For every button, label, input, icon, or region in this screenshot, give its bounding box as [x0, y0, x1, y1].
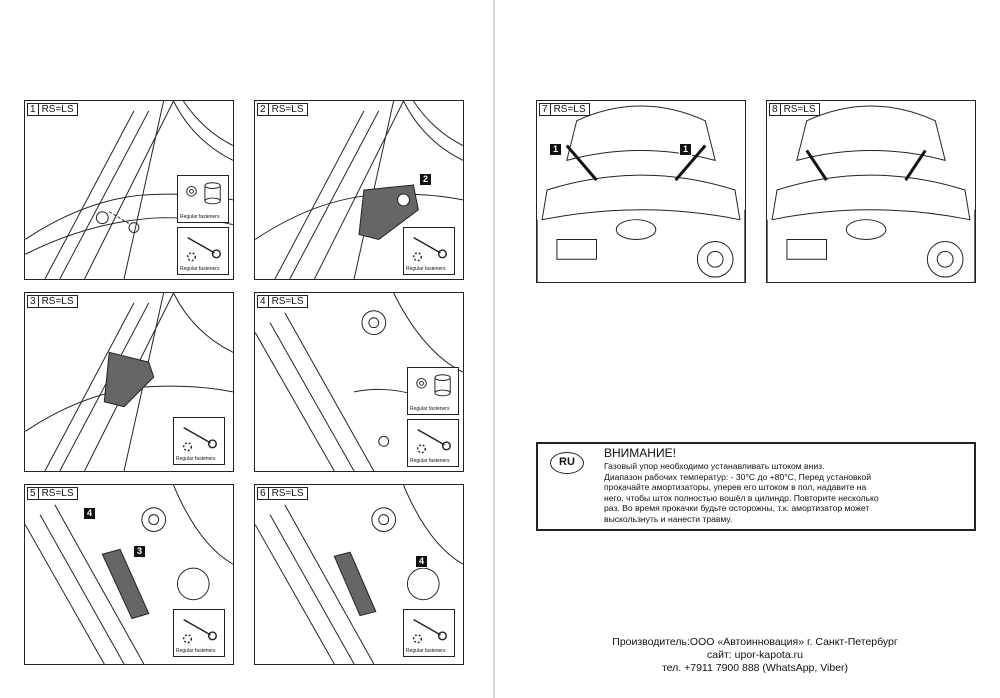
inset-caption: Regular fasteners [176, 648, 216, 654]
step-number: 8 [770, 104, 781, 115]
step-4-panel [254, 292, 464, 472]
step-side-note: RS=LS [41, 296, 74, 307]
inset-caption: Regular fasteners [176, 456, 216, 462]
step-8-label [769, 103, 820, 116]
step-side-note: RS=LS [271, 296, 304, 307]
inset-caption: Regular fasteners [180, 214, 220, 220]
warning-text [604, 461, 974, 524]
tool-inset [173, 609, 225, 657]
warning-line: Газовый упор необходимо устанавливать штоком вниз. [604, 461, 825, 471]
step-7-illustration [537, 101, 745, 282]
step-1-label [27, 103, 78, 116]
tool-inset [173, 417, 225, 465]
warning-line: прокачайте амортизаторы, уперев его штоком в пол, надавите на [604, 482, 867, 492]
part-callout: 4 [83, 507, 96, 520]
step-number: 2 [258, 104, 269, 115]
tool-inset [407, 419, 459, 467]
part-callout: 4 [415, 555, 428, 568]
step-side-note: RS=LS [553, 104, 586, 115]
step-2-panel [254, 100, 464, 280]
tool-inset [403, 227, 455, 275]
manufacturer-footer [560, 636, 950, 675]
fastener-inset [407, 367, 459, 415]
fastener-inset [177, 175, 229, 223]
step-5-panel [24, 484, 234, 665]
part-callout: 1 [549, 143, 562, 156]
inset-caption: Regular fasteners [406, 266, 446, 272]
phone-line: тел. +7911 7900 888 (WhatsApp, Viber) [661, 662, 849, 674]
step-7-label [539, 103, 590, 116]
step-8-panel [766, 100, 976, 283]
warning-line: выскользнуть и нанести травму. [604, 513, 733, 524]
step-5-label [27, 487, 78, 500]
tool-inset [177, 227, 229, 275]
inset-caption: Regular fasteners [410, 406, 450, 412]
step-side-note: RS=LS [783, 104, 816, 115]
step-side-note: RS=LS [41, 104, 74, 115]
step-side-note: RS=LS [271, 104, 304, 115]
inset-caption: Regular fasteners [410, 458, 450, 464]
step-number: 5 [28, 488, 39, 499]
step-2-label [257, 103, 308, 116]
step-8-illustration [767, 101, 975, 282]
step-number: 4 [258, 296, 269, 307]
part-callout: 2 [419, 173, 432, 186]
warning-line: раз. Во время прокачки будьте осторожны, т.к. амортизатор может [604, 503, 870, 513]
step-6-label [257, 487, 308, 500]
step-4-label [257, 295, 308, 308]
step-number: 7 [540, 104, 551, 115]
step-7-panel [536, 100, 746, 283]
warning-line: Диапазон рабочих температур: - 30°C до +80°C, Перед установкой [604, 471, 872, 482]
site-line: сайт: upor-kapota.ru [707, 649, 803, 661]
manufacturer-line: Производитель:ООО «Автоинновация» г. Санкт-Петербург [612, 636, 898, 648]
warning-line: него, чтобы шток полностью вошёл в цилиндр. Повторите несколько [604, 492, 879, 503]
step-number: 3 [28, 296, 39, 307]
inset-caption: Regular fasteners [180, 266, 220, 272]
page-spine [493, 0, 495, 698]
warning-box [536, 442, 976, 531]
step-number: 6 [258, 488, 269, 499]
language-badge: RU [550, 452, 584, 474]
step-3-label [27, 295, 78, 308]
step-3-panel [24, 292, 234, 472]
step-side-note: RS=LS [41, 488, 74, 499]
part-callout: 3 [133, 545, 146, 558]
step-1-panel [24, 100, 234, 280]
inset-caption: Regular fasteners [406, 648, 446, 654]
warning-title: ВНИМАНИЕ! [604, 446, 676, 460]
part-callout: 1 [679, 143, 692, 156]
step-side-note: RS=LS [271, 488, 304, 499]
tool-inset [403, 609, 455, 657]
step-number: 1 [28, 104, 39, 115]
step-6-panel [254, 484, 464, 665]
